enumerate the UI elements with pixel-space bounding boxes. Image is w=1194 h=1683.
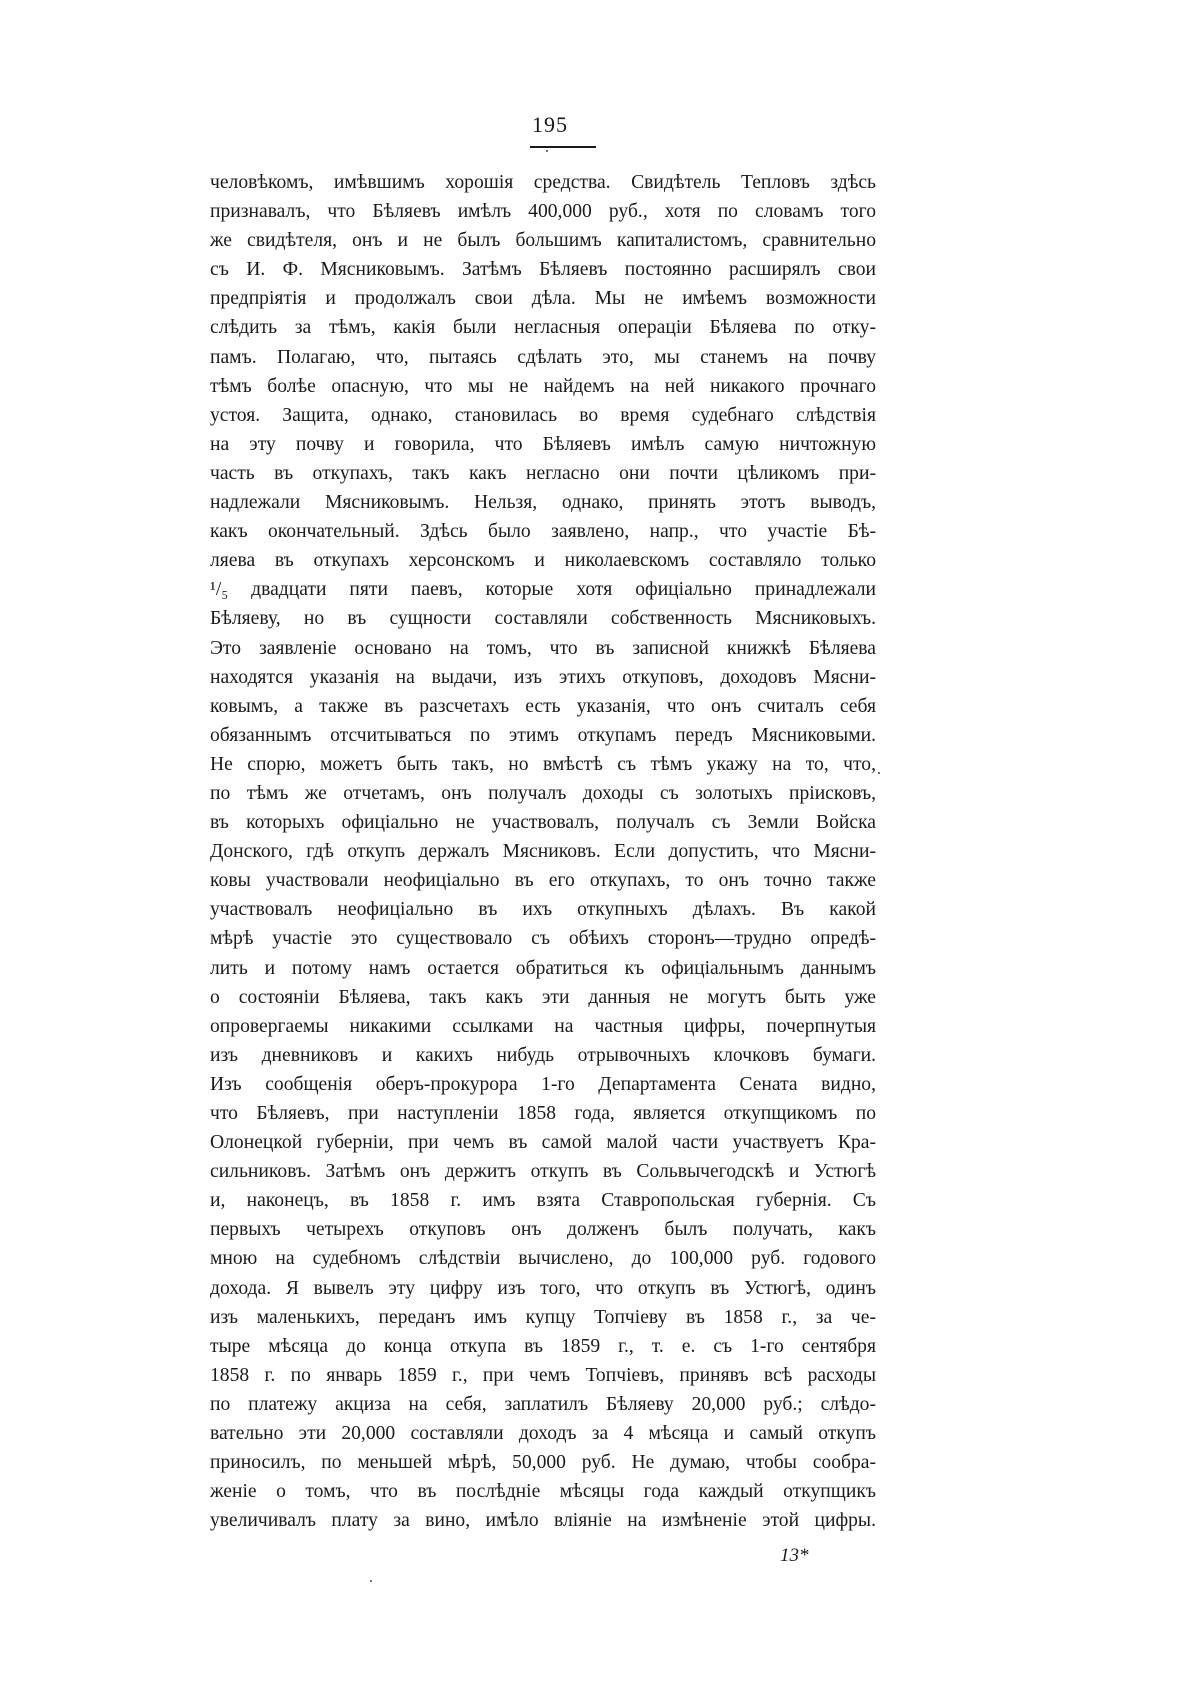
- text-line: увеличивалъ плату за вино, имѣло вліяніе на измѣненіе этой цифры.: [210, 1510, 876, 1532]
- body-text: [210, 168, 876, 1535]
- text-line: опровергаемы никакими ссылками на частныя цифры, почерпнутыя: [210, 1015, 876, 1037]
- page-number-rule: [530, 146, 596, 148]
- text-line: Олонецкой губерніи, при чемъ въ самой малой части участвуетъ Кра-: [210, 1132, 876, 1154]
- text-line: Изъ сообщенія оберъ-прокурора 1-го Департамента Сената видно,: [210, 1073, 876, 1095]
- text-line: и, наконецъ, въ 1858 г. имъ взята Ставропольская губернія. Съ: [210, 1190, 876, 1212]
- text-line: надлежали Мясниковымъ. Нельзя, однако, принять этотъ выводъ,: [210, 492, 876, 514]
- text-line: какъ окончательный. Здѣсь было заявлено, напр., что участіе Бѣ-: [210, 521, 876, 543]
- scan-speck: [370, 1580, 372, 1582]
- text-line: тыре мѣсяца до конца откупа въ 1859 г., т. е. съ 1-го сентября: [210, 1335, 876, 1357]
- text-line: памъ. Полагаю, что, пытаясь сдѣлать это, мы станемъ на почву: [210, 346, 876, 368]
- text-line: 1858 г. по январь 1859 г., при чемъ Топчіевъ, принявъ всѣ расходы: [210, 1364, 876, 1386]
- text-line: о состояніи Бѣляева, такъ какъ эти данныя не могутъ быть уже: [210, 986, 876, 1008]
- text-line: приносилъ, по меньшей мѣрѣ, 50,000 руб. Не думаю, чтобы сообра-: [210, 1452, 876, 1474]
- text-line: находятся указанія на выдачи, изъ этихъ откуповъ, доходовъ Мясни-: [210, 666, 876, 688]
- text-line: устоя. Защита, однако, становилась во время судебнаго слѣдствія: [210, 404, 876, 426]
- scan-speck: [878, 772, 880, 774]
- text-line: Не спорю, можетъ быть такъ, но вмѣстѣ съ тѣмъ укажу на то, что,: [210, 753, 876, 775]
- text-line: женіе о томъ, что въ послѣдніе мѣсяцы года каждый откупщикъ: [210, 1481, 876, 1503]
- text-line: изъ маленькихъ, переданъ имъ купцу Топчіеву въ 1858 г., за че-: [210, 1306, 876, 1328]
- text-line: часть въ откупахъ, такъ какъ негласно они почти цѣликомъ при-: [210, 462, 876, 484]
- text-line: Донского, гдѣ откупъ держалъ Мясниковъ. Если допустить, что Мясни-: [210, 841, 876, 863]
- text-line: же свидѣтеля, онъ и не былъ большимъ капиталистомъ, сравнительно: [210, 230, 876, 252]
- text-line: лить и потому намъ остается обратиться къ офиціальнымъ даннымъ: [210, 957, 876, 979]
- text-line: вательно эти 20,000 составляли доходъ за 4 мѣсяца и самый откупъ: [210, 1423, 876, 1445]
- text-line: съ И. Ф. Мясниковымъ. Затѣмъ Бѣляевъ постоянно расширялъ свои: [210, 259, 876, 281]
- text-line: мною на судебномъ слѣдствіи вычислено, до 100,000 руб. годового: [210, 1248, 876, 1270]
- text-line: первыхъ четырехъ откуповъ онъ долженъ былъ получать, какъ: [210, 1219, 876, 1241]
- scan-speck: [546, 150, 548, 152]
- text-line: мѣрѣ участіе это существовало съ обѣихъ сторонъ—трудно опредѣ-: [210, 928, 876, 950]
- text-line: признавалъ, что Бѣляевъ имѣлъ 400,000 руб., хотя по словамъ того: [210, 201, 876, 223]
- text-line: ковымъ, а также въ разсчетахъ есть указанія, что онъ считалъ себя: [210, 695, 876, 717]
- text-line: слѣдить за тѣмъ, какія были негласныя операціи Бѣляева по отку-: [210, 317, 876, 339]
- text-line: въ которыхъ офиціально не участвовалъ, получалъ съ Земли Войска: [210, 812, 876, 834]
- text-line: по платежу акциза на себя, заплатилъ Бѣляеву 20,000 руб.; слѣдо-: [210, 1393, 876, 1415]
- text-line: ¹/₅ двадцати пяти паевъ, которые хотя офиціально принадлежали: [210, 579, 876, 601]
- text-line: по тѣмъ же отчетамъ, онъ получалъ доходы съ золотыхъ пріисковъ,: [210, 782, 876, 804]
- text-line: Это заявленіе основано на томъ, что въ записной книжкѣ Бѣляева: [210, 637, 876, 659]
- text-line: обязаннымъ отсчитываться по этимъ откупамъ передъ Мясниковыми.: [210, 724, 876, 746]
- text-line: дохода. Я вывелъ эту цифру изъ того, что откупъ въ Устюгѣ, одинъ: [210, 1277, 876, 1299]
- text-line: изъ дневниковъ и какихъ нибудь отрывочныхъ клочковъ бумаги.: [210, 1044, 876, 1066]
- text-line: предпріятія и продолжалъ свои дѣла. Мы не имѣемъ возможности: [210, 288, 876, 310]
- printer-signature-mark: 13*: [780, 1545, 809, 1566]
- text-line: что Бѣляевъ, при наступленіи 1858 года, является откупщикомъ по: [210, 1103, 876, 1124]
- text-line: Бѣляеву, но въ сущности составляли собственность Мясниковыхъ.: [210, 608, 876, 630]
- text-line: ковы участвовали неофиціально въ его откупахъ, то онъ точно также: [210, 870, 876, 892]
- page-number: 195: [532, 112, 568, 137]
- text-line: участвовалъ неофиціально въ ихъ откупныхъ дѣлахъ. Въ какой: [210, 899, 876, 921]
- text-line: тѣмъ болѣе опасную, что мы не найдемъ на ней никакого прочнаго: [210, 375, 876, 397]
- text-line: на эту почву и говорила, что Бѣляевъ имѣлъ самую ничтожную: [210, 433, 876, 455]
- text-line: человѣкомъ, имѣвшимъ хорошія средства. Свидѣтель Тепловъ здѣсь: [210, 172, 876, 193]
- text-line: ляева въ откупахъ херсонскомъ и николаевскомъ составляло только: [210, 550, 876, 572]
- text-line: сильниковъ. Затѣмъ онъ держитъ откупъ въ Сольвычегодскѣ и Устюгѣ: [210, 1161, 876, 1183]
